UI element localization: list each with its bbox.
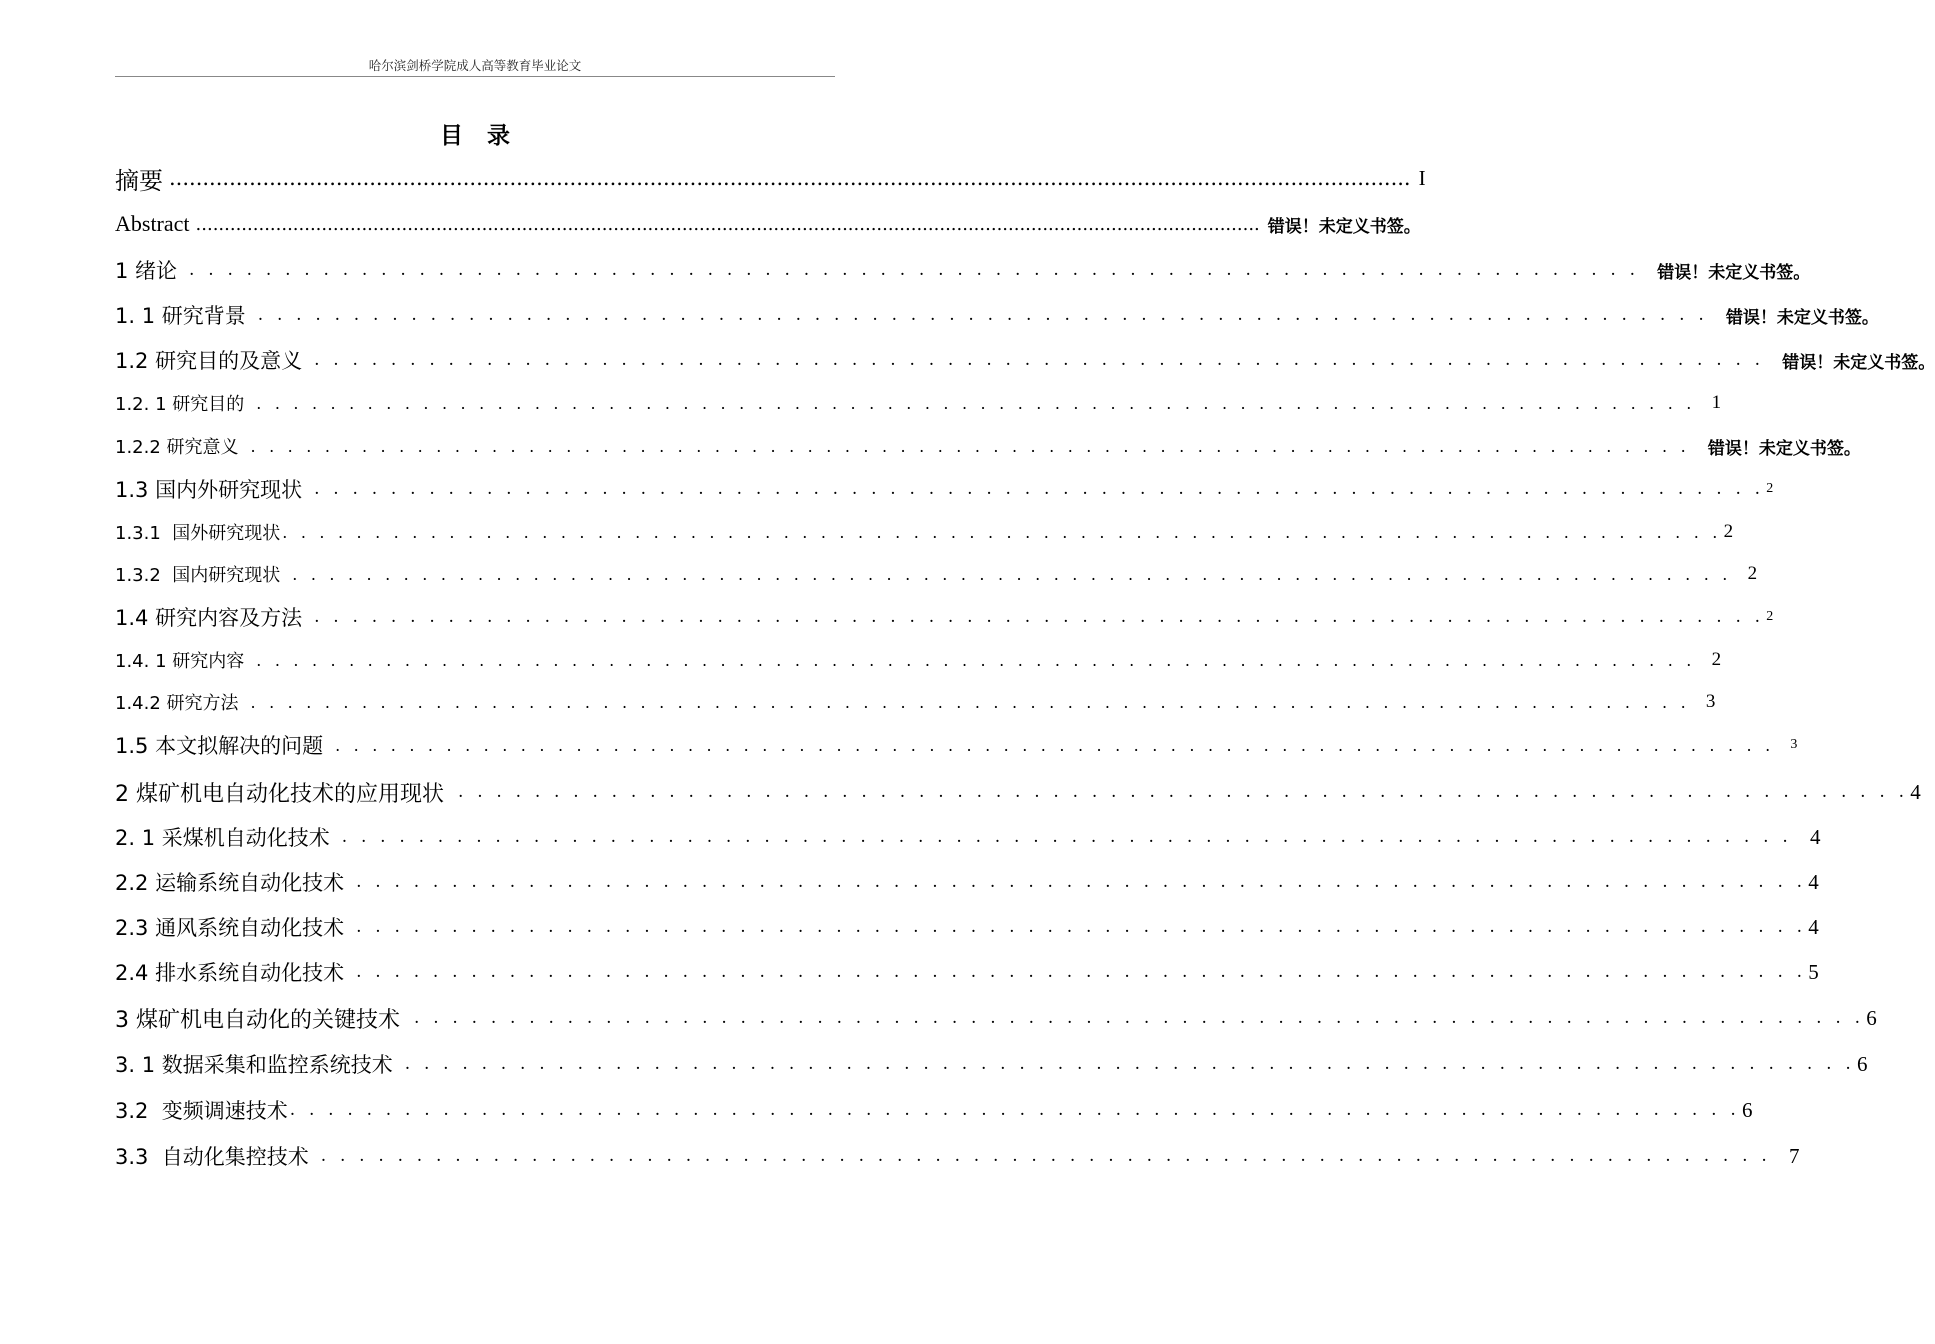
dot-leader: . . . . . . . . . . . . . . . . . . . . . . . . . . . . . . . . . . . . . . . . . . . . . . . . . . . . . . . . . . . . . . . . . . . . . . . . . . . . . . xyxy=(250,436,1690,456)
toc-entry-label: 3 煤矿机电自动化的关键技术 xyxy=(115,1007,400,1033)
toc-page-number: 2 xyxy=(1747,563,1758,584)
toc-entry-label: 1.2 研究目的及意义 xyxy=(115,349,303,373)
toc-entry-label: 1 绪论 xyxy=(115,259,178,283)
toc-error-text: 错误！未定义书签。 xyxy=(1267,216,1421,237)
toc-entry-label: 1.2.2 研究意义 xyxy=(115,437,239,458)
toc-entry[interactable] xyxy=(115,950,1819,994)
toc-entry-label: 2.2 运输系统自动化技术 xyxy=(115,871,345,895)
toc-entry[interactable] xyxy=(115,553,1758,595)
dot-leader: . . . . . . . . . . . . . . . . . . . . . . . . . . . . . . . . . . . . . . . . . . . . . . . . . . . . . . . . . . . . . . . . . . . . . . . . . . . . xyxy=(356,962,1807,982)
toc-entry-label: 1.3 国内外研究现状 xyxy=(115,478,303,502)
toc-entry[interactable] xyxy=(115,425,1861,467)
toc-page-number: 4 xyxy=(1808,914,1819,939)
toc-page-number: 5 xyxy=(1808,959,1819,984)
toc-entry[interactable] xyxy=(115,1087,1753,1133)
toc-error-text: 错误！未定义书签。 xyxy=(1725,307,1879,328)
dot-leader: . . . . . . . . . . . . . . . . . . . . . . . . . . . . . . . . . . . . . . . . . . . . . . . . . . . . . . . . . . . . . . . . . . . . . . . . . . . . xyxy=(356,872,1807,892)
dot-leader: . . . . . . . . . . . . . . . . . . . . . . . . . . . . . . . . . . . . . . . . . . . . . . . . . . . . . . . . . . . . . . . . . . . . . . . . . . . . xyxy=(189,260,1640,280)
running-header: 哈尔滨剑桥学院成人高等教育毕业论文 xyxy=(368,58,582,73)
dot-leader: . . . . . . . . . . . . . . . . . . . . . . . . . . . . . . . . . . . . . . . . . . . . . . . . . . . . . . . . . . . . . . . . . . . . . . . . . . . . . . xyxy=(282,522,1722,542)
dot-leader: .......................................................................................................................................................................................... xyxy=(169,166,1411,190)
toc-entry[interactable] xyxy=(115,511,1734,553)
toc-entry[interactable] xyxy=(115,595,1774,639)
toc-entry[interactable] xyxy=(115,293,1879,337)
toc-entry[interactable] xyxy=(115,467,1774,511)
toc-entry-label: 1.5 本文拟解决的问题 xyxy=(115,734,324,758)
toc-entry-label: 1. 1 研究背景 xyxy=(115,304,246,328)
toc-entry[interactable] xyxy=(115,1133,1800,1179)
toc-entry[interactable] xyxy=(115,338,1935,382)
dot-leader: . . . . . . . . . . . . . . . . . . . . . . . . . . . . . . . . . . . . . . . . . . . . . . . . . . . . . . . . . . . . . . . . . . . . . . . . . . . . . . xyxy=(250,692,1690,712)
toc-entry[interactable] xyxy=(115,860,1819,904)
toc-page-number: 2 xyxy=(1766,609,1774,624)
toc-entry-label: 摘要 xyxy=(115,166,163,195)
toc-entry[interactable] xyxy=(115,382,1722,424)
toc-entry-label: 1.2. 1 研究目的 xyxy=(115,394,245,415)
toc-entry-label: 1.3.2 国内研究现状 xyxy=(115,565,281,586)
toc-entry[interactable] xyxy=(115,769,1921,815)
dot-leader: . . . . . . . . . . . . . . . . . . . . . . . . . . . . . . . . . . . . . . . . . . . . . . . . . . . . . . . . . . . . . . . . . . . . . . . . . . . . xyxy=(404,1054,1855,1074)
toc-title: 目录 xyxy=(440,123,534,149)
toc-page-number: 4 xyxy=(1808,869,1819,894)
toc-page-number: 2 xyxy=(1711,649,1722,670)
toc-page-number: 1 xyxy=(1711,392,1722,413)
toc-entry-label: 3. 1 数据采集和监控系统技术 xyxy=(115,1053,393,1077)
toc-entry[interactable] xyxy=(115,681,1716,723)
toc-entry-label: 1.4. 1 研究内容 xyxy=(115,651,245,672)
dot-leader: . . . . . . . . . . . . . . . . . . . . . . . . . . . . . . . . . . . . . . . . . . . . . . . . . . . . . . . . . . . . . . . . . . . . . . . . . . . . xyxy=(356,917,1807,937)
toc-page-number: 4 xyxy=(1809,824,1821,849)
toc-page-number: 6 xyxy=(1866,1005,1877,1030)
toc-entry[interactable] xyxy=(115,905,1819,949)
dot-leader: . . . . . . . . . . . . . . . . . . . . . . . . . . . . . . . . . . . . . . . . . . . . . . . . . . . . . . . . . . . . . . . . . . . . . . . . . . . . xyxy=(314,479,1765,499)
header-divider xyxy=(115,76,835,77)
toc-entry[interactable] xyxy=(115,815,1821,859)
dot-leader: . . . . . . . . . . . . . . . . . . . . . . . . . . . . . . . . . . . . . . . . . . . . . . . . . . . . . . . . . . . . . . . . . . . . . . . . . . . . . . xyxy=(256,650,1696,670)
toc-page-number: 4 xyxy=(1910,779,1921,804)
toc-error-text: 错误！未定义书签。 xyxy=(1707,438,1861,459)
dot-leader: . . . . . . . . . . . . . . . . . . . . . . . . . . . . . . . . . . . . . . . . . . . . . . . . . . . . . . . . . . . . . . . . . . . . . . . . . . . . xyxy=(314,350,1765,370)
toc-entry[interactable] xyxy=(115,639,1722,681)
toc-entry-label: 3.3 自动化集控技术 xyxy=(115,1145,309,1169)
toc-entry-label: 2.4 排水系统自动化技术 xyxy=(115,961,345,985)
toc-entry-label: 1.4 研究内容及方法 xyxy=(115,606,303,630)
toc-error-text: 错误！未定义书签。 xyxy=(1657,262,1811,283)
toc-entry[interactable] xyxy=(115,995,1877,1041)
dot-leader: . . . . . . . . . . . . . . . . . . . . . . . . . . . . . . . . . . . . . . . . . . . . . . . . . . . . . . . . . . . . . . . . . . . . . . . . . . . . xyxy=(314,607,1765,627)
dot-leader: . . . . . . . . . . . . . . . . . . . . . . . . . . . . . . . . . . . . . . . . . . . . . . . . . . . . . . . . . . . . . . . . . . . . . . . . . . . . xyxy=(341,827,1792,847)
toc-entry-abstract-cn[interactable] xyxy=(115,156,1426,200)
dot-leader: . . . . . . . . . . . . . . . . . . . . . . . . . . . . . . . . . . . . . . . . . . . . . . . . . . . . . . . . . . . . . . . . . . . . . . . . . . . . . . xyxy=(292,564,1732,584)
toc-page-number: 6 xyxy=(1856,1051,1868,1076)
dot-leader: . . . . . . . . . . . . . . . . . . . . . . . . . . . . . . . . . . . . . . . . . . . . . . . . . . . . . . . . . . . . . . . . . . . . . . . . . . . . . . xyxy=(256,393,1696,413)
toc-entry-label: 2. 1 采煤机自动化技术 xyxy=(115,826,330,850)
toc-page-number: 3 xyxy=(1705,691,1716,712)
toc-page-number: 7 xyxy=(1788,1143,1800,1168)
dot-leader: . . . . . . . . . . . . . . . . . . . . . . . . . . . . . . . . . . . . . . . . . . . . . . . . . . . . . . . . . . . . . . . . . . . . . . . . . . . . xyxy=(289,1100,1740,1120)
toc-entry-label: 1.3.1 国外研究现状 xyxy=(115,523,281,544)
toc-page-number: 6 xyxy=(1741,1097,1753,1122)
toc-page-number: 3 xyxy=(1790,737,1798,752)
toc-page-number: I xyxy=(1418,165,1426,190)
dot-leader: . . . . . . . . . . . . . . . . . . . . . . . . . . . . . . . . . . . . . . . . . . . . . . . . . . . . . . . . . . . . . . . . . . . . . . . . . . . . xyxy=(320,1146,1771,1166)
toc-entry[interactable] xyxy=(115,1041,1868,1087)
toc-entry-abstract-en[interactable] xyxy=(115,202,1421,246)
dot-leader: . . . . . . . . . . . . . . . . . . . . . . . . . . . . . . . . . . . . . . . . . . . . . . . . . . . . . . . . . . . . . . . . . . . . . . . . . . . . . . xyxy=(335,735,1775,755)
dot-leader: . . . . . . . . . . . . . . . . . . . . . . . . . . . . . . . . . . . . . . . . . . . . . . . . . . . . . . . . . . . . . . . . . . . . . . . . . . . . xyxy=(257,305,1708,325)
toc-entry[interactable] xyxy=(115,248,1811,292)
toc-error-text: 错误！未定义书签。 xyxy=(1782,352,1935,373)
toc-page-number: 2 xyxy=(1723,521,1734,542)
toc-entry[interactable] xyxy=(115,723,1798,767)
toc-entry-label: 1.4.2 研究方法 xyxy=(115,693,239,714)
dot-leader: .......................................................................................................................................................................................... xyxy=(195,213,1260,235)
toc-entry-label: Abstract xyxy=(115,211,190,236)
toc-entry-label: 2.3 通风系统自动化技术 xyxy=(115,916,345,940)
dot-leader: . . . . . . . . . . . . . . . . . . . . . . . . . . . . . . . . . . . . . . . . . . . . . . . . . . . . . . . . . . . . . . . . . . . . . . . . . . . . xyxy=(458,782,1909,802)
toc-page-number: 2 xyxy=(1766,481,1774,496)
toc-entry-label: 3.2 变频调速技术 xyxy=(115,1099,288,1123)
dot-leader: . . . . . . . . . . . . . . . . . . . . . . . . . . . . . . . . . . . . . . . . . . . . . . . . . . . . . . . . . . . . . . . . . . . . . . . . . . . . xyxy=(414,1008,1865,1028)
toc-entry-label: 2 煤矿机电自动化技术的应用现状 xyxy=(115,781,444,807)
